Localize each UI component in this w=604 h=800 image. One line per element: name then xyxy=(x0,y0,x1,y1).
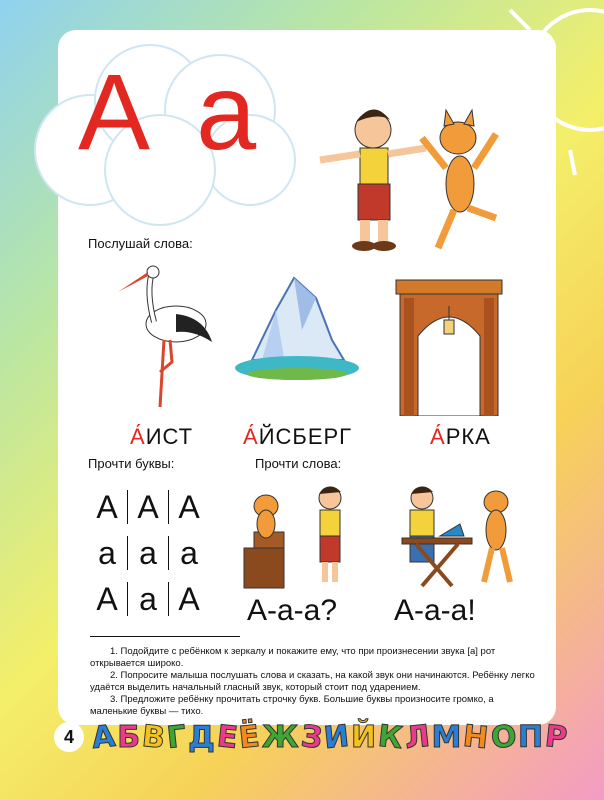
alphabet-letter: А xyxy=(90,718,117,757)
alphabet-letter: М xyxy=(431,720,462,755)
alphabet-letter: К xyxy=(376,718,405,757)
read-words-heading: Прочти слова: xyxy=(255,456,342,471)
word-arka xyxy=(430,424,491,450)
alphabet-letter: Б xyxy=(117,720,141,755)
alphabet-letter: Д xyxy=(188,720,215,755)
grid-letter: А xyxy=(137,488,159,525)
grid-letter: а xyxy=(139,580,157,617)
letter-row xyxy=(87,484,209,530)
alphabet-letter: Н xyxy=(461,718,491,757)
alphabet-letter: О xyxy=(488,718,518,757)
notes-divider xyxy=(90,636,240,637)
exclamation-exclaim: А-а-а! xyxy=(394,594,476,627)
title-letter xyxy=(78,51,265,172)
grid-letter: а xyxy=(98,534,116,571)
stork-illustration xyxy=(116,262,216,412)
letter-lower: а xyxy=(196,51,265,172)
word-rest: ЙСБЕРГ xyxy=(258,424,353,449)
page-number: 4 xyxy=(54,722,84,752)
word-first-letter: А́ xyxy=(430,424,446,449)
note-item: 1. Подойдите с ребёнком к зеркалу и покажите ему, что при произнесении звука [а] рот открывается широко. xyxy=(90,646,496,669)
alphabet-letter: Р xyxy=(543,718,569,757)
grid-letter: А xyxy=(178,580,200,617)
alphabet-letter: П xyxy=(518,720,544,755)
iceberg-illustration xyxy=(232,270,362,385)
grid-letter: А xyxy=(96,580,118,617)
grid-letter: а xyxy=(180,534,198,571)
alphabet-letter: Ё xyxy=(237,719,262,756)
note-item: 2. Попросите малыша послушать слова и сказать, на какой звук они начинаются. Ребёнку легко удаётся выделить начальный гласный звук, который стоит под ударением. xyxy=(90,670,535,693)
letter-upper: А xyxy=(78,51,159,172)
teacher-notes xyxy=(90,646,542,718)
listen-heading: Послушай слова: xyxy=(88,236,193,251)
alphabet-strip xyxy=(92,720,567,755)
cat-and-boy-questioning-illustration xyxy=(236,478,356,590)
alphabet-letter: Е xyxy=(215,719,240,756)
word-aist xyxy=(130,424,193,450)
grid-letter: А xyxy=(178,488,200,525)
alphabet-letter: Л xyxy=(402,718,432,757)
word-first-letter: А́ xyxy=(130,424,146,449)
alphabet-letter: Г xyxy=(165,719,188,756)
boy-ironing-cat-illustration xyxy=(392,478,528,590)
read-letters-heading: Прочти буквы: xyxy=(88,456,175,471)
letter-row xyxy=(87,576,209,622)
word-first-letter: А́ xyxy=(243,424,259,449)
letter-row xyxy=(87,530,209,576)
alphabet-letter: З xyxy=(298,718,324,757)
word-rest: ИСТ xyxy=(145,424,194,449)
note-item: 3. Предложите ребёнку прочитать строчку букв. Большие буквы произносите громко, а маленькие буквы — тихо. xyxy=(90,694,494,717)
exclamation-question: А-а-а? xyxy=(247,594,338,627)
grid-letter: А xyxy=(96,488,118,525)
alphabet-letter: Й xyxy=(350,720,377,755)
word-aysberg xyxy=(243,424,352,450)
alphabet-letter: Ж xyxy=(261,720,299,755)
letter-grid xyxy=(87,484,209,622)
arch-illustration xyxy=(394,276,504,416)
boy-and-cat-illustration xyxy=(318,98,518,258)
alphabet-letter: В xyxy=(140,718,167,757)
alphabet-letter: И xyxy=(322,718,351,757)
grid-letter: а xyxy=(139,534,157,571)
word-rest: РКА xyxy=(445,424,491,449)
